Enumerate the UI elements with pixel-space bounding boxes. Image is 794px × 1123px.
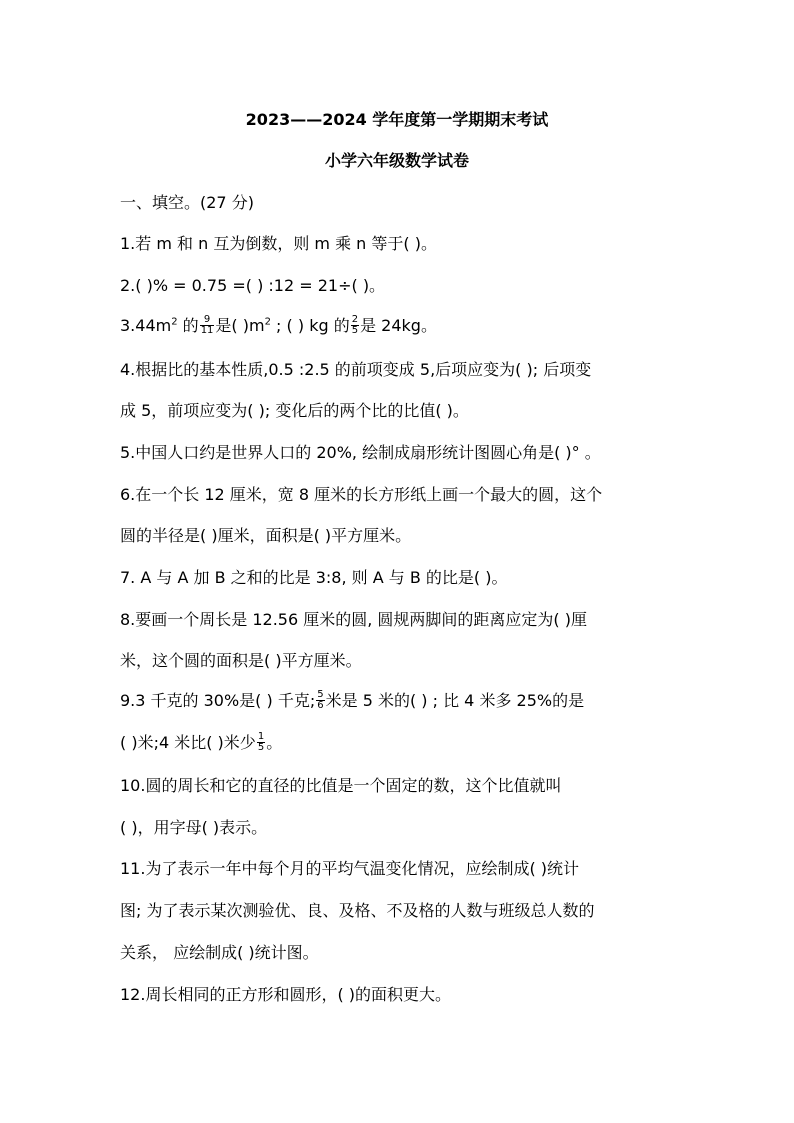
q3-text-4: ; ( ) kg 的 [270,316,350,335]
question-9-line-1 [120,688,584,712]
q3-fraction-1 [200,315,215,336]
question-1: 1.若 m 和 n 互为倒数，则 m 乘 n 等于( )。 [120,234,437,253]
question-12: 12.周长相同的正方形和圆形，( )的面积更大。 [120,985,452,1004]
question-5: 5.中国人口约是世界人口的 20%, 绘制成扇形统计图圆心角是( )° 。 [120,443,601,462]
q3-frac2-denominator: 5 [351,325,359,336]
question-10-line-2: ( )，用字母( )表示。 [120,818,268,837]
question-6-line-2: 圆的半径是( )厘米，面积是( )平方厘米。 [120,526,412,545]
question-2: 2.( )% = 0.75 =( ) :12 = 21÷( )。 [120,276,386,295]
question-9-line-2 [120,730,282,754]
q9-fraction-1 [316,690,324,711]
q9-text-3: ( )米;4 米比( )米少 [120,733,256,752]
q3-sup-2: 2 [264,316,271,328]
question-7: 7. A 与 A 加 B 之和的比是 3:8, 则 A 与 B 的比是( )。 [120,568,508,587]
q9-frac1-numerator: 5 [317,689,324,700]
question-11-line-3: 关系， 应绘制成( )统计图。 [120,943,319,962]
question-8-line-1: 8.要画一个周长是 12.56 厘米的圆, 圆规两脚间的距离应定为( )厘 [120,610,587,629]
q3-text-5: 是 24kg。 [360,316,437,335]
question-6-line-1: 6.在一个长 12 厘米，宽 8 厘米的长方形纸上画一个最大的圆，这个 [120,485,603,504]
exam-title: 2023——2024 学年度第一学期期末考试 [245,110,549,129]
q9-frac1-denominator: 6 [317,700,324,711]
question-4-line-2: 成 5，前项应变为( ); 变化后的两个比的比值( )。 [120,401,469,420]
question-11-line-2: 图; 为了表示某次测验优、良、及格、不及格的人数与班级总人数的 [120,901,595,920]
q9-fraction-2 [257,732,265,753]
question-4-line-1: 4.根据比的基本性质,0.5 :2.5 的前项变成 5,后项应变为( ); 后项变 [120,360,592,379]
q3-frac2-numerator: 2 [351,314,359,325]
q3-text-1: 3.44m [120,316,172,335]
question-8-line-2: 米，这个圆的面积是( )平方厘米。 [120,651,362,670]
q9-text-4: 。 [266,733,283,752]
q3-frac1-denominator: 11 [200,325,214,336]
section-heading: 一、填空。(27 分) [120,193,254,212]
question-3 [120,313,437,337]
q3-fraction-2 [351,315,359,336]
q3-text-2: 的 [177,316,199,335]
q3-frac1-numerator: 9 [200,315,215,326]
q9-frac2-denominator: 5 [257,742,265,753]
question-10-line-1: 10.圆的周长和它的直径的比值是一个固定的数，这个比值就叫 [120,776,562,795]
exam-subtitle: 小学六年级数学试卷 [324,151,469,170]
q9-text-1: 9.3 千克的 30%是( ) 千克; [120,691,316,710]
q9-text-2: 米是 5 米的( ) ; 比 4 米多 25%的是 [325,691,585,710]
question-11-line-1: 11.为了表示一年中每个月的平均气温变化情况，应绘制成( )统计 [120,859,580,878]
q3-text-3: 是( )m [215,316,265,335]
q9-frac2-numerator: 1 [257,731,265,742]
q3-sup-1: 2 [171,316,178,328]
